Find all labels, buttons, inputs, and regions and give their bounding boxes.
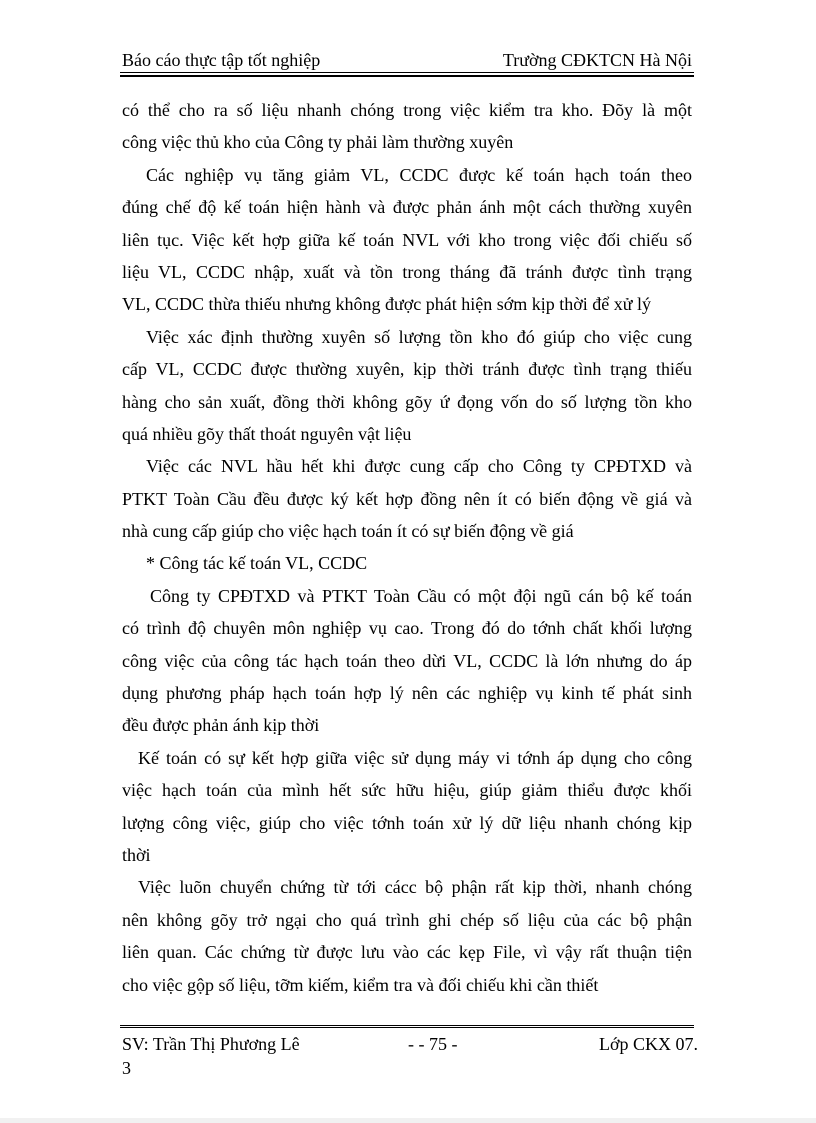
text-line: có trình độ chuyên môn nghiệp vụ cao. Trong đó do tớnh chất khối lượng [122, 618, 692, 639]
header-school-name: Trường CĐKTCN Hà Nội [502, 50, 692, 70]
text-line: đều được phản ánh kịp thời [122, 715, 320, 736]
text-line: liên tục. Việc kết hợp giữa kế toán NVL với kho trong việc đối chiếu số [122, 229, 692, 250]
text-line: nhà cung cấp giúp cho việc hạch toán ít có sự biến động về giá [122, 521, 574, 542]
page-footer [120, 1032, 698, 1092]
text-line: Việc luõn chuyển chứng từ tới cácc bộ phận rất kịp thời, nhanh chóng [138, 877, 692, 898]
page-header [120, 48, 694, 74]
text-line: Kế toán có sự kết hợp giữa việc sử dụng máy vi tớnh áp dụng cho công [138, 747, 692, 768]
text-line: * Công tác kế toán VL, CCDC [146, 553, 368, 574]
footer-student-name: SV: Trần Thị Phương Lê [122, 1034, 300, 1054]
header-report-title: Báo cáo thực tập tốt nghiệp [122, 50, 321, 70]
text-line: cho việc gộp số liệu, tỡm kiếm, kiểm tra và đối chiếu khi cần thiết [122, 974, 599, 995]
text-line: hàng cho sản xuất, đồng thời không gõy ứ đọng vốn do số lượng tồn kho [122, 391, 692, 412]
footer-class-wrap: 3 [122, 1058, 131, 1078]
text-line: Việc xác định thường xuyên số lượng tồn kho đó giúp cho việc cung [146, 326, 692, 347]
text-line: liên quan. Các chứng từ được lưu vào các kẹp File, vì vậy rất thuận tiện [122, 942, 692, 963]
header-rule [120, 72, 694, 73]
footer-class: Lớp CKX 07. [598, 1034, 698, 1054]
header-rule-thick [120, 75, 694, 77]
text-line: cấp VL, CCDC được thường xuyên, kịp thời tránh được tình trạng thiếu [122, 359, 692, 380]
text-line: đúng chế độ kế toán hiện hành và được phản ánh một cách thường xuyên [122, 197, 692, 218]
page-edge [0, 1118, 816, 1123]
text-line: công việc thủ kho của Công ty phải làm thường xuyên [122, 132, 514, 153]
text-line: dụng phương pháp hạch toán hợp lý nên các nghiệp vụ kinh tế phát sinh [122, 683, 692, 704]
document-body [122, 94, 692, 1001]
text-line: có thể cho ra số liệu nhanh chóng trong việc kiểm tra kho. Đõy là một [122, 100, 692, 120]
text-line: PTKT Toàn Cầu đều được ký kết hợp đồng nên ít có biến động về giá và [122, 488, 692, 509]
text-line: Các nghiệp vụ tăng giảm VL, CCDC được kế toán hạch toán theo [146, 164, 692, 185]
text-line: quá nhiều gõy thất thoát nguyên vật liệu [122, 423, 412, 444]
text-line: Công ty CPĐTXD và PTKT Toàn Cầu có một đội ngũ cán bộ kế toán [150, 585, 692, 606]
text-line: VL, CCDC thừa thiếu nhưng không được phát hiện sớm kịp thời để xử lý [122, 294, 652, 315]
text-line: công việc của công tác hạch toán theo dừi VL, CCDC là lớn nhưng do áp [122, 650, 692, 671]
text-line: Việc các NVL hầu hết khi được cung cấp cho Công ty CPĐTXD và [146, 456, 692, 477]
text-line: thời [122, 844, 151, 865]
footer-rule [120, 1025, 694, 1028]
text-line: nên không gõy trở ngại cho quá trình ghi chép số liệu của các bộ phận [122, 909, 692, 930]
footer-page-number: - - 75 - [408, 1034, 458, 1054]
text-line: việc hạch toán của mình hết sức hữu hiệu, giúp giảm thiểu được khối [122, 780, 692, 801]
text-line: lượng công việc, giúp cho việc tớnh toán xử lý dữ liệu nhanh chóng kịp [122, 812, 692, 833]
text-line: liệu VL, CCDC nhập, xuất và tồn trong tháng đã tránh được tình trạng [122, 261, 692, 282]
